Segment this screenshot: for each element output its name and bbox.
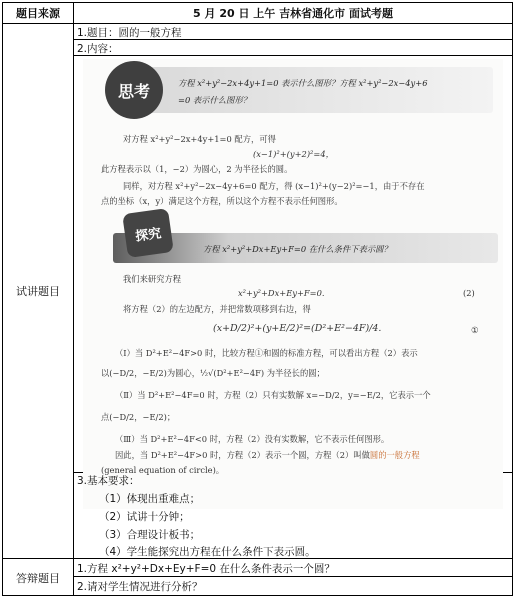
paragraph-6: 将方程（2）的左边配方，并把常数项移到右边，得 (123, 304, 311, 314)
textbook-excerpt (83, 59, 503, 509)
paragraph-2: 此方程表示以（1，−2）为圆心，2 为半径长的圆。 (101, 164, 293, 174)
case-1-line1: （Ⅰ）当 D²+E²−4F>0 时，比较方程①和圆的标准方程，可以看出方程（2）表示 (115, 348, 418, 358)
cell-divider (73, 55, 512, 56)
requirements-title: 3.基本要求： (77, 475, 140, 487)
defense-question-1: 1.方程 x²+y²+Dx+Ey+F=0 在什么条件表示一个圆？ (77, 563, 335, 575)
requirement-item: （3）合理设计板书； (99, 529, 201, 541)
paragraph-5: 我们来研究方程 (123, 274, 182, 284)
source-value: 5 月 20 日 上午 吉林省通化市 面试考题 (193, 7, 393, 20)
equation-3-number: ① (471, 325, 479, 335)
defense-question-2: 2.请对学生情况进行分析？ (77, 581, 203, 593)
content-label: 2.内容： (77, 43, 119, 55)
lecture-topic: 1.题目：圆的一般方程 (77, 27, 182, 39)
row-divider (3, 23, 512, 24)
requirement-item: （4）学生能探究出方程在什么条件下表示圆。 (99, 546, 316, 558)
equation-1: (x−1)²+(y+2)²=4， (253, 149, 334, 159)
equation-2: x²+y²+Dx+Ey+F=0. (238, 288, 325, 298)
think-badge: 思考 (105, 61, 163, 119)
key-term: 圆的一般方程 (369, 450, 420, 460)
lecture-row-label: 试讲题目 (16, 285, 60, 298)
column-divider (73, 3, 74, 595)
explore-question: 方程 x²+y²+Dx+Ey+F=0 在什么条件下表示圆？ (203, 244, 392, 254)
case-2-line1: （Ⅱ）当 D²+E²−4F=0 时，方程（2）只有实数解 x=−D/2，y=−E/2，它表示一个 (115, 390, 431, 400)
equation-3: (x+D/2)²+(y+E/2)²=(D²+E²−4F)/4. (213, 323, 382, 334)
conclusion-text: 因此，当 D²+E²−4F>0 时，方程（2）表示一个圆，方程（2）叫做 (115, 450, 370, 460)
requirement-item: （2）试讲十分钟； (99, 511, 190, 523)
think-question-line1: 方程 x²+y²−2x+4y+1=0 表示什么图形？方程 x²+y²−2x−4y+6 (178, 78, 428, 88)
interview-table (2, 2, 513, 596)
conclusion-line1 (115, 449, 420, 461)
think-banner (123, 67, 493, 113)
explore-badge: 探究 (122, 208, 174, 258)
equation-2-number: (2) (463, 288, 475, 298)
case-2-line2: 点(−D/2，−E/2)； (101, 412, 176, 422)
paragraph-3: 同样，对方程 x²+y²−2x−4y+6=0 配方，得 (x−1)²+(y−2)²=−1，由于不存在 (123, 181, 425, 191)
paragraph-4: 点的坐标（x，y）满足这个方程，所以这个方程不表示任何图形。 (101, 196, 343, 206)
cell-divider (73, 576, 512, 577)
case-3: （Ⅲ）当 D²+E²−4F<0 时，方程（2）没有实数解，它不表示任何图形。 (115, 434, 390, 444)
think-question-line2: =0 表示什么图形？ (178, 95, 251, 105)
source-label: 题目来源 (16, 7, 60, 20)
requirement-item: （1）体现出重难点； (99, 493, 201, 505)
paragraph-1: 对方程 x²+y²−2x+4y+1=0 配方，可得 (123, 134, 276, 144)
defense-row-label: 答辩题目 (16, 572, 60, 585)
conclusion-line2: (general equation of circle)。 (101, 465, 225, 475)
case-1-line2: 以(−D/2，−E/2)为圆心，½√(D²+E²−4F) 为半径长的圆； (101, 368, 325, 378)
